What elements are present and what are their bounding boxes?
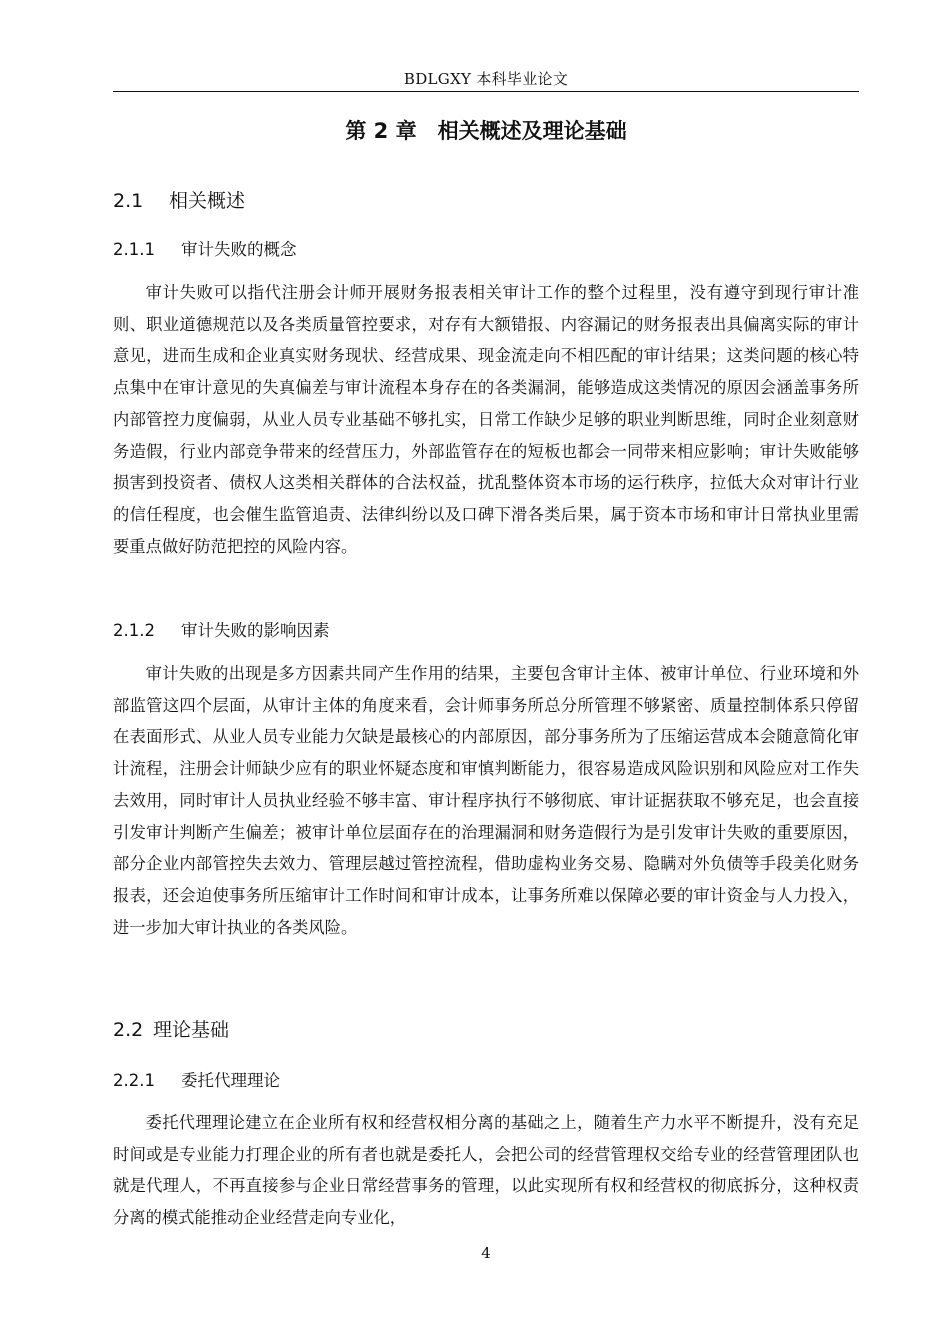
- subsection-number: 2.2.1: [113, 1071, 155, 1090]
- subsection-heading-2-2-1: [113, 1069, 280, 1093]
- section-number: 2.1: [113, 190, 144, 212]
- header-rule: [113, 91, 859, 92]
- subsection-heading-2-1-2: [113, 619, 330, 643]
- section-heading-2-1: [113, 188, 245, 214]
- subsection-title: 审计失败的概念: [181, 240, 297, 259]
- section-title: 理论基础: [153, 1019, 230, 1041]
- section-title: 相关概述: [169, 190, 246, 212]
- paragraph-2-1-2: 审计失败的出现是多方因素共同产生作用的结果，主要包含审计主体、被审计单位、行业环境和外部监管这四个层面，从审计主体的角度来看，会计师事务所总分所管理不够紧密、质量控制体系只停留在表面形式、从业人员专业能力欠缺是最核心的内部原因，部分事务所为了压缩运营成本会随意简化审计流程，注册会计师缺少应有的职业怀疑态度和审慎判断能力，很容易造成风险识别和风险应对工作失去效用，同时审计人员执业经验不够丰富、审计程序执行不够彻底、审计证据获取不够充足，也会直接引发审计判断产生偏差；被审计单位层面存在的治理漏洞和财务造假行为是引发审计失败的重要原因，部分企业内部管控失去效力、管理层越过管控流程，借助虚构业务交易、隐瞒对外负债等手段美化财务报表，还会迫使事务所压缩审计工作时间和审计成本，让事务所难以保障必要的审计资金与人力投入，进一步加大审计执业的各类风险。: [113, 664, 859, 937]
- subsection-title: 委托代理理论: [181, 1071, 280, 1090]
- section-heading-2-2: [113, 1017, 229, 1043]
- page-number: 4: [481, 1244, 491, 1262]
- subsection-title: 审计失败的影响因素: [181, 621, 330, 640]
- header-text: BDLGXY 本科毕业论文: [403, 70, 569, 88]
- subsection-heading-2-1-1: [113, 238, 297, 262]
- paragraph-2-2-1: 委托代理理论建立在企业所有权和经营权相分离的基础之上，随着生产力水平不断提升，没有充足时间或是专业能力打理企业的所有者也就是委托人，会把公司的经营管理权交给专业的经营管理团队也就是代理人，不再直接参与企业日常经营事务的管理，以此实现所有权和经营权的彻底拆分，这种权责分离的模式能推动企业经营走向专业化，: [113, 1113, 859, 1228]
- subsection-number: 2.1.1: [113, 240, 155, 259]
- section-number: 2.2: [113, 1019, 144, 1041]
- chapter-title: 第 2 章 相关概述及理论基础: [345, 119, 627, 143]
- subsection-number: 2.1.2: [113, 621, 155, 640]
- paragraph-2-1-1: 审计失败可以指代注册会计师开展财务报表相关审计工作的整个过程里，没有遵守到现行审计准则、职业道德规范以及各类质量管控要求，对存有大额错报、内容漏记的财务报表出具偏离实际的审计意见，进而生成和企业真实财务现状、经营成果、现金流走向不相匹配的审计结果；这类问题的核心特点集中在审计意见的失真偏差与审计流程本身存在的各类漏洞，能够造成这类情况的原因会涵盖事务所内部管控力度偏弱，从业人员专业基础不够扎实，日常工作缺少足够的职业判断思维，同时企业刻意财务造假，行业内部竞争带来的经营压力，外部监管存在的短板也都会一同带来相应影响；审计失败能够损害到投资者、债权人这类相关群体的合法权益，扰乱整体资本市场的运行秩序，拉低大众对审计行业的信任程度，也会催生监管追责、法律纠纷以及口碑下滑各类后果，属于资本市场和审计日常执业里需要重点做好防范把控的风险内容。: [113, 283, 859, 556]
